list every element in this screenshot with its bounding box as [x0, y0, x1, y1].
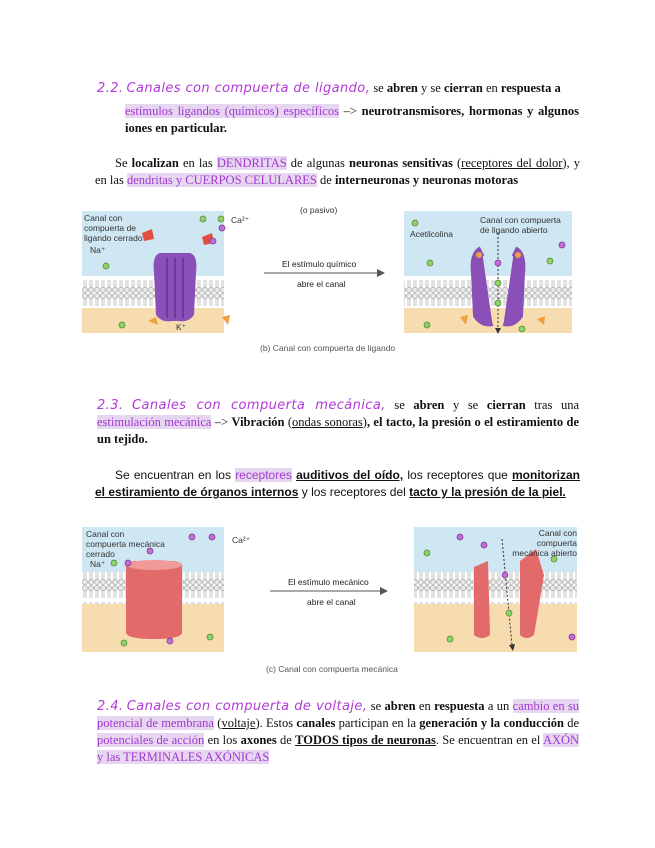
- passive-label: (o pasivo): [300, 205, 338, 215]
- open-channel-label: Canal con compuerta mecánica abierto: [512, 528, 577, 558]
- section-2-3-paragraph: Se encuentran en los receptores auditivos del oído, los receptores que monitorizan el estiramiento de órganos internos y los receptores del tacto y la presión de la piel.: [95, 468, 581, 499]
- figure-ligand-channel: [82, 203, 574, 358]
- acetylcholine-label: Acetilcolina: [410, 229, 453, 239]
- calcium-label: Ca²⁺: [232, 535, 251, 545]
- section-title: Canales con compuerta mecánica,: [132, 398, 386, 413]
- section-2-2-body: estímulos ligandos (químicos) específicos –> neurotransmisores, hormonas y algunos iones en particular.: [125, 104, 580, 135]
- closed-channel-label: Canal con compuerta mecánica cerrado: [86, 529, 165, 559]
- section-2-2-heading: 2.2. Canales con compuerta de ligando, se abren y se cierran en respuesta a: [97, 81, 561, 96]
- potassium-label: K⁺: [176, 322, 187, 332]
- section-number: 2.2.: [97, 81, 124, 96]
- sodium-label: Na⁺: [90, 559, 106, 569]
- closed-channel-label: Canal con compuerta de ligando cerrado: [84, 213, 143, 243]
- section-2-2-paragraph: Se localizan en las DENDRITAS de algunas neuronas sensitivas (receptores del dolor), y en las dendritas y CUERPOS CELULARES de interneuronas y neuronas motoras: [95, 156, 581, 187]
- section-title: Canales con compuerta de voltaje,: [126, 699, 368, 714]
- calcium-label: Ca²⁺: [231, 215, 250, 225]
- section-2-4-heading: 2.4. Canales con compuerta de voltaje, se abren en respuesta a un cambio en su potencial de membrana (voltaje). Estos canales participan en la generación y la conducción de potenciales de acción en los axones de TODOS tipos de neuronas. Se encuentran en el AXÓN y las TERMINALES AXÓNICAS: [97, 699, 580, 764]
- section-title: Canales con compuerta de ligando,: [126, 81, 371, 96]
- sodium-label: Na⁺: [90, 245, 106, 255]
- figure-caption: (c) Canal con compuerta mecánica: [266, 664, 398, 674]
- arrow-top-label: El estímulo químico: [282, 259, 357, 269]
- figure-mechanical-channel: [82, 525, 577, 680]
- highlight: estímulos ligandos (químicos) específicos: [125, 104, 339, 118]
- arrow-bottom-label: abre el canal: [307, 597, 356, 607]
- figure-caption: (b) Canal con compuerta de ligando: [260, 343, 396, 353]
- section-2-3-heading: 2.3. Canales con compuerta mecánica, se abren y se cierran tras una estimulación mecánica –> Vibración (ondas sonoras), el tacto, la presión o el estiramiento de un tejido.: [97, 398, 580, 446]
- open-channel-label: Canal con compuerta de ligando abierto: [480, 215, 561, 235]
- arrow-bottom-label: abre el canal: [297, 279, 346, 289]
- mechanical-channel-closed: [126, 561, 183, 639]
- arrow-top-label: El estímulo mecánico: [288, 577, 369, 587]
